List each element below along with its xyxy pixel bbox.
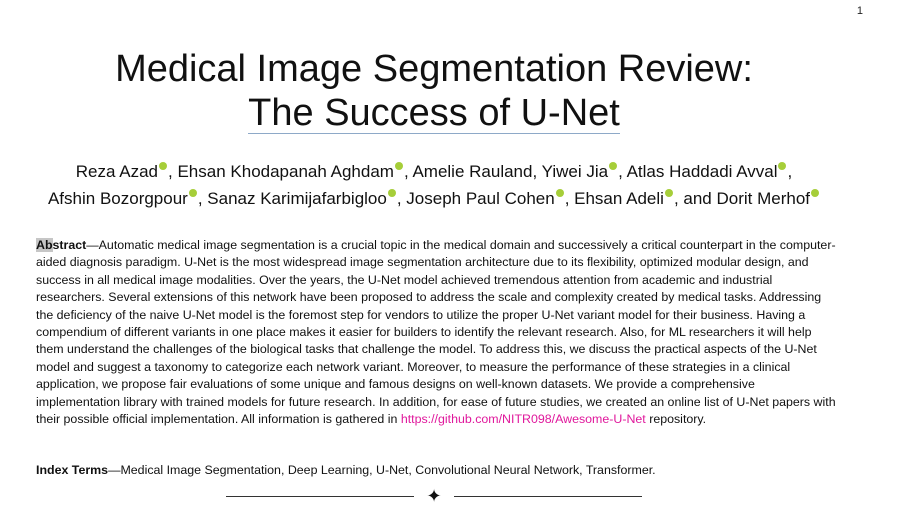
author xyxy=(177,162,403,181)
author xyxy=(412,162,618,181)
star-icon: ✦ xyxy=(426,486,442,506)
orcid-icon[interactable] xyxy=(609,162,617,170)
index-terms-text: —Medical Image Segmentation, Deep Learning, U-Net, Convolutional Neural Network, Transformer. xyxy=(108,463,656,477)
orcid-icon[interactable] xyxy=(778,162,786,170)
abstract-dash: — xyxy=(86,238,99,252)
author-separator: , xyxy=(197,189,208,208)
index-terms-label: Index Terms xyxy=(36,463,109,477)
author xyxy=(574,189,674,208)
orcid-icon[interactable] xyxy=(556,189,564,197)
author-name: Ehsan Khodapanah Aghdam xyxy=(177,162,394,181)
page-number: 1 xyxy=(856,5,863,17)
divider-rule-left xyxy=(226,496,414,497)
author-list xyxy=(0,158,868,212)
author-separator: , xyxy=(168,162,178,181)
author-name: Atlas Haddadi Avval xyxy=(626,162,778,181)
author-name: Sanaz Karimijafarbigloo xyxy=(207,189,387,208)
orcid-icon[interactable] xyxy=(395,162,403,170)
author-name: Ehsan Adeli xyxy=(574,189,664,208)
author-separator: , xyxy=(618,162,627,181)
abstract-label: Abstract xyxy=(36,238,87,252)
paper-title xyxy=(0,47,868,135)
author-separator: , xyxy=(396,189,407,208)
author-separator: , xyxy=(403,162,413,181)
author xyxy=(716,189,820,208)
orcid-icon[interactable] xyxy=(159,162,167,170)
author xyxy=(48,189,198,208)
abstract-tail: repository. xyxy=(645,412,707,427)
author-name: Joseph Paul Cohen xyxy=(406,189,555,208)
author-separator: , xyxy=(787,162,793,181)
orcid-icon[interactable] xyxy=(665,189,673,197)
author-line-1 xyxy=(0,158,868,185)
title-line-2: The Success of U-Net xyxy=(248,92,620,134)
author-separator: , xyxy=(564,189,575,208)
orcid-icon[interactable] xyxy=(388,189,396,197)
divider-rule-right xyxy=(454,496,642,497)
author-name: Reza Azad xyxy=(75,162,159,181)
abstract xyxy=(36,237,836,428)
author xyxy=(627,162,788,181)
author-line-2 xyxy=(0,185,868,212)
author-name: Amelie Rauland, Yiwei Jia xyxy=(412,162,609,181)
author-name: Dorit Merhof xyxy=(716,189,811,208)
index-terms xyxy=(36,462,836,478)
orcid-icon[interactable] xyxy=(811,189,819,197)
orcid-icon[interactable] xyxy=(189,189,197,197)
github-link[interactable]: https://github.com/NITR098/Awesome-U-Net xyxy=(400,412,646,427)
title-line-1: Medical Image Segmentation Review: xyxy=(115,48,753,90)
section-divider xyxy=(226,486,642,506)
author xyxy=(76,162,168,181)
author xyxy=(207,189,397,208)
author-name: Afshin Bozorgpour xyxy=(47,189,188,208)
author xyxy=(406,189,564,208)
abstract-text: Automatic medical image segmentation is a crucial topic in the medical domain and successively a critical counterpart in the computer-aided diagnosis paradigm. U-Net is the most widespread image segmentation architecture due to its flexibility, optimized modular design, and success in all medical image modalities. Over the years, the U-Net model achieved tremendous attention from academic and industrial researchers. Several extensions of this network have been proposed to address the scale and complexity created by medical tasks. Addressing the deficiency of the naive U-Net model is the foremost step for vendors to utilize the proper U-Net variant model for their business. Having a compendium of different variants in one place makes it easier for builders to identify the relevant research. Also, for ML researchers it will help them understand the challenges of the biological tasks that challenge the model. To address this, we discuss the practical aspects of the U-Net model and suggest a taxonomy to categorize each network variant. Moreover, to measure the performance of these strategies in a clinical application, we propose fair evaluations of some unique and famous designs on well-known datasets. We provide a comprehensive implementation library with trained models for future research. In addition, for ease of future studies, we created an online list of U-Net papers with their possible official implementation. All information is gathered in xyxy=(36,238,836,427)
author-separator: , and xyxy=(673,189,717,208)
